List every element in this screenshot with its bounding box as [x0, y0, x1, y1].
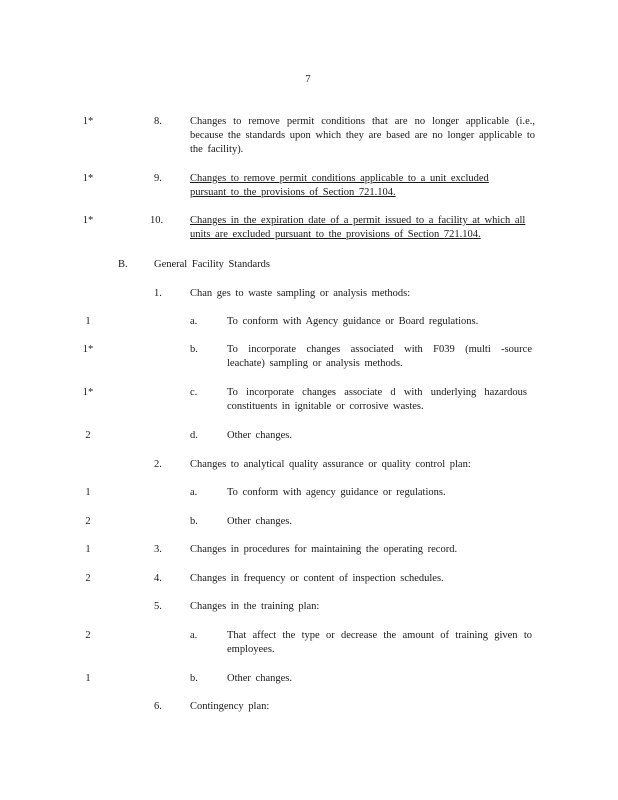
item-label: 5. — [154, 601, 162, 612]
class-label: 1 — [85, 316, 91, 327]
class-label: 1 — [85, 487, 91, 498]
class-label: 2 — [85, 573, 91, 584]
class-label: 1* — [82, 116, 94, 127]
item-text: Chan ges to waste sampling or analysis methods: — [190, 288, 411, 299]
item-text: Contingency plan: — [190, 701, 270, 712]
item-text: Other changes. — [227, 673, 292, 684]
class-label: 1* — [82, 344, 94, 355]
item-text: Changes to remove permit conditions applicable to a unit excluded pursuant to the provisions of Section 721.104. — [190, 173, 489, 198]
item-text: Changes to remove permit conditions that are no longer applicable (i.e., because the standards upon which they are based are no longer applicable to the facility). — [190, 116, 535, 155]
subitem-label: b. — [190, 344, 198, 355]
class-label: 1* — [82, 173, 94, 184]
item-text: To incorporate changes associate d with underlying hazardous constituents in ignitable or corrosive wastes. — [227, 387, 527, 412]
section-title: General Facility Standards — [154, 259, 270, 270]
page-number: 7 — [305, 74, 311, 85]
item-text: To incorporate changes associated with F039 (multi -source leachate) sampling or analysis methods. — [227, 344, 532, 369]
subitem-label: b. — [190, 673, 198, 684]
class-label: 1* — [82, 215, 94, 226]
subitem-label: c. — [190, 387, 198, 398]
item-text: Changes to analytical quality assurance or quality control plan: — [190, 459, 471, 470]
item-text: To conform with agency guidance or regulations. — [227, 487, 446, 498]
class-label: 2 — [85, 630, 91, 641]
item-label: 10. — [150, 215, 164, 226]
item-label: 1. — [154, 288, 162, 299]
item-text: Other changes. — [227, 430, 292, 441]
item-text: That affect the type or decrease the amount of training given to employees. — [227, 630, 532, 655]
subitem-label: a. — [190, 487, 198, 498]
class-label: 2 — [85, 516, 91, 527]
item-text: Other changes. — [227, 516, 292, 527]
subitem-label: a. — [190, 316, 198, 327]
subitem-label: a. — [190, 630, 198, 641]
item-text: Changes in the training plan: — [190, 601, 320, 612]
section-label: B. — [118, 259, 128, 270]
class-label: 2 — [85, 430, 91, 441]
item-label: 6. — [154, 701, 162, 712]
item-label: 2. — [154, 459, 162, 470]
item-label: 3. — [154, 544, 162, 555]
item-text: To conform with Agency guidance or Board regulations. — [227, 316, 479, 327]
subitem-label: b. — [190, 516, 198, 527]
subitem-label: d. — [190, 430, 198, 441]
item-text: Changes in procedures for maintaining the operating record. — [190, 544, 458, 555]
item-text: Changes in frequency or content of inspection schedules. — [190, 573, 444, 584]
class-label: 1 — [85, 544, 91, 555]
class-label: 1* — [82, 387, 94, 398]
item-label: 8. — [154, 116, 162, 127]
item-text: Changes in the expiration date of a permit issued to a facility at which all units are excluded pursuant to the provisions of Section 721.104. — [190, 215, 526, 240]
item-label: 4. — [154, 573, 162, 584]
item-label: 9. — [154, 173, 162, 184]
class-label: 1 — [85, 673, 91, 684]
